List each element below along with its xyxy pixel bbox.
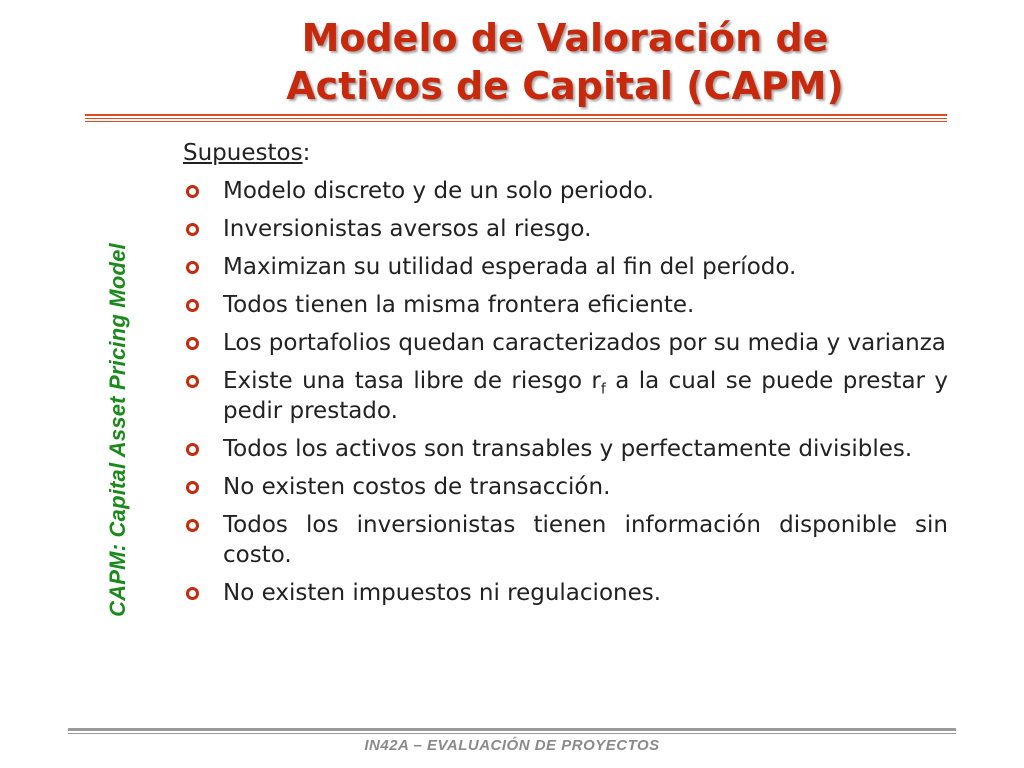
- list-item-text: No existen costos de transacción.: [223, 474, 611, 500]
- list-item-text: Todos los inversionistas tienen información disponible sin costo.: [223, 512, 948, 568]
- list-item: [183, 252, 948, 282]
- bullet-ring-icon: [183, 328, 223, 358]
- title-rule-middle: [85, 118, 947, 119]
- side-label: CAPM: Capital Asset Pricing Model: [105, 243, 130, 617]
- list-item: [183, 214, 948, 244]
- bullet-ring-icon: [183, 252, 223, 282]
- list-item-text: No existen impuestos ni regulaciones.: [223, 580, 662, 606]
- slide-title: [150, 14, 980, 110]
- list-item-text: Inversionistas aversos al riesgo.: [223, 216, 592, 242]
- risk-free-text-after: a la cual se puede prestar y pedir prestado.: [223, 368, 949, 424]
- footer-text: IN42A – EVALUACIÓN DE PROYECTOS: [364, 737, 660, 754]
- bullet-ring-icon: [183, 434, 223, 464]
- list-item-text: Modelo discreto y de un solo periodo.: [223, 178, 655, 204]
- list-item: [183, 176, 948, 206]
- heading-text: Supuestos: [183, 140, 303, 166]
- bullet-ring-icon: [183, 290, 223, 320]
- title-line-2: Activos de Capital (CAPM): [286, 64, 844, 108]
- title-rule-top: [85, 114, 947, 116]
- risk-free-text-before: Existe una tasa libre de riesgo r: [223, 368, 601, 394]
- footer-rule-top: [68, 728, 956, 731]
- list-item: [183, 434, 948, 464]
- bullet-ring-icon: [183, 472, 223, 502]
- content-area: [183, 138, 948, 616]
- list-item-text: Todos los activos son transables y perfectamente divisibles.: [223, 436, 913, 462]
- heading-suffix: :: [302, 140, 311, 166]
- section-heading: [183, 138, 948, 168]
- list-item: [183, 328, 948, 358]
- list-item-text: Maximizan su utilidad esperada al fin del período.: [223, 254, 797, 280]
- footer-rule-bottom: [68, 733, 956, 734]
- list-item: [183, 578, 948, 608]
- list-item: [183, 366, 948, 426]
- list-item: [183, 290, 948, 320]
- bullet-ring-icon: [183, 366, 223, 396]
- list-item: [183, 472, 948, 502]
- title-line-1: Modelo de Valoración de: [301, 16, 829, 60]
- bullet-ring-icon: [183, 510, 223, 540]
- bullet-ring-icon: [183, 176, 223, 206]
- list-item-text: Todos tienen la misma frontera eficiente.: [223, 292, 695, 318]
- bullet-ring-icon: [183, 214, 223, 244]
- list-item-text: Los portafolios quedan caracterizados por su media y varianza: [223, 330, 946, 356]
- list-item: [183, 510, 948, 570]
- title-rule-bottom: [85, 121, 947, 122]
- list-item-text: [223, 366, 948, 426]
- risk-free-subscript: f: [600, 381, 606, 398]
- bullet-ring-icon: [183, 578, 223, 608]
